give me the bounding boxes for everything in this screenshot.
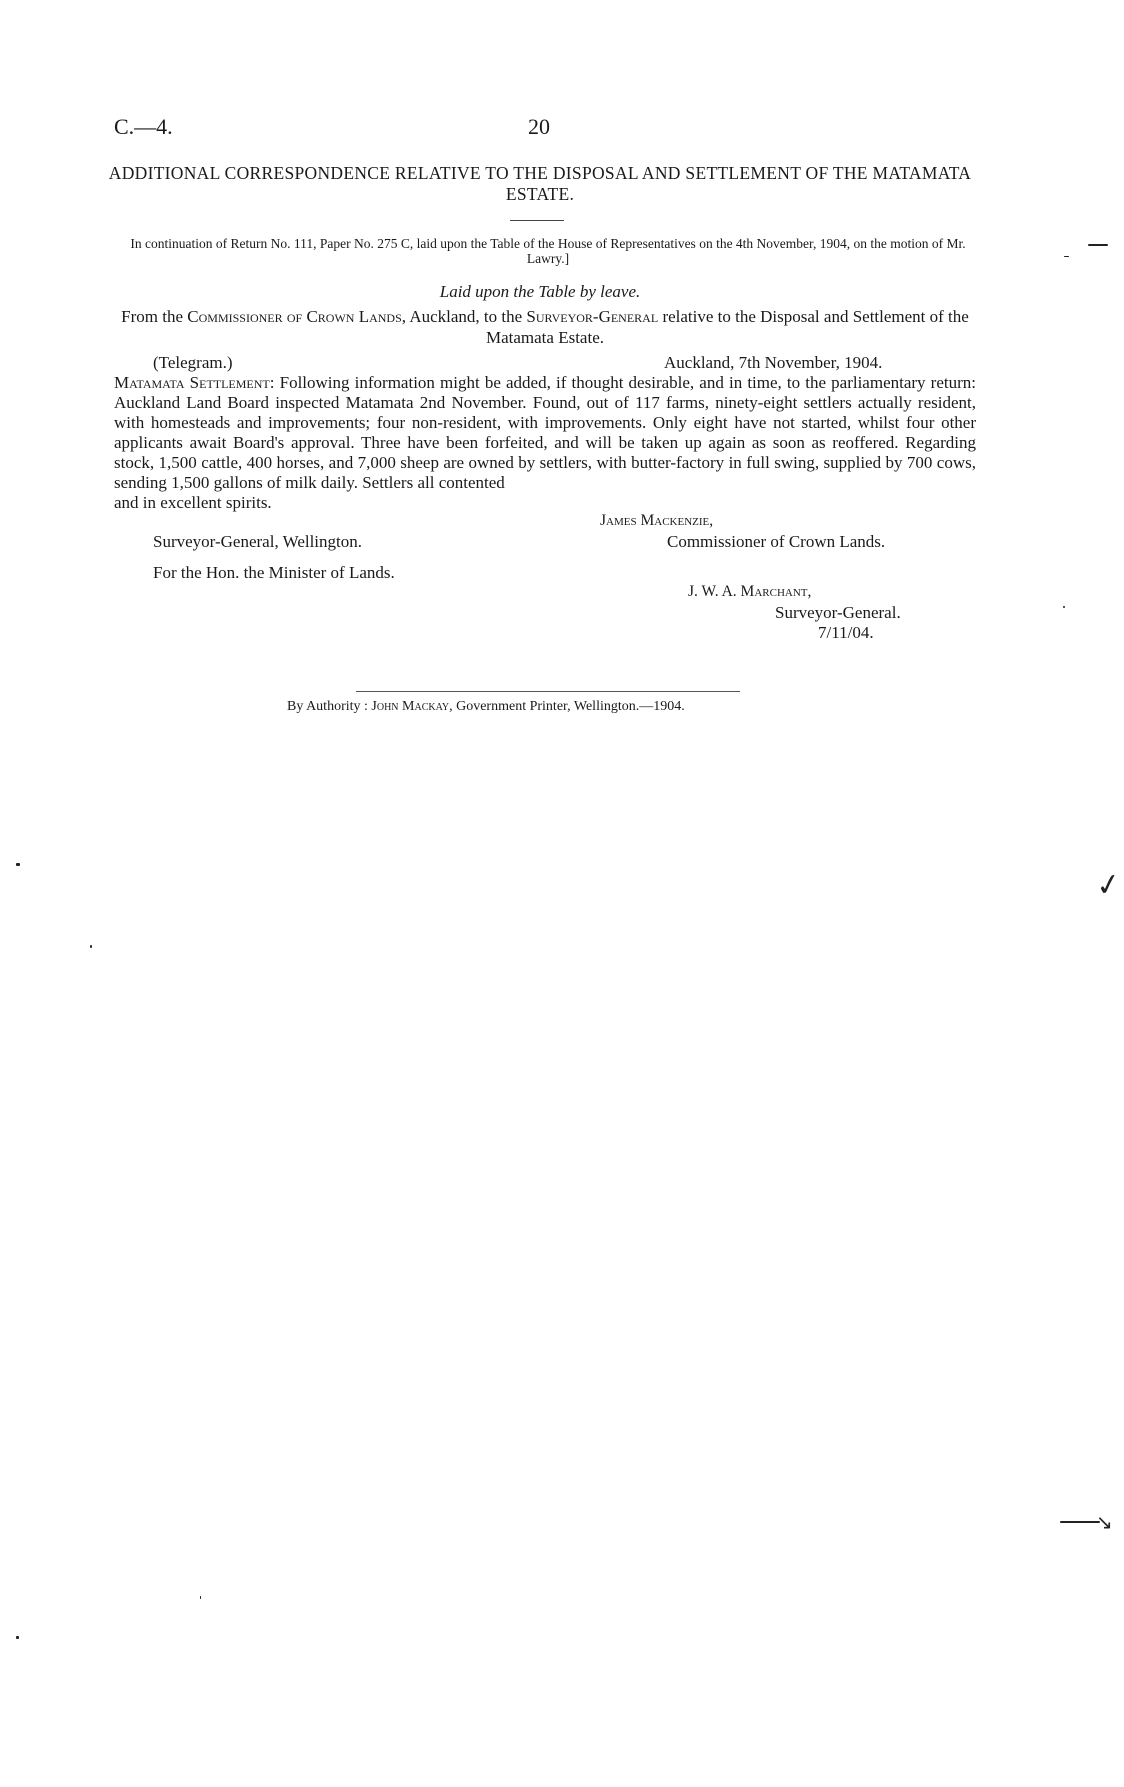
recipient-name: Surveyor-General <box>526 307 659 326</box>
document-title: ADDITIONAL CORRESPONDENCE RELATIVE TO THE DISPOSAL AND SETTLEMENT OF THE MATAMATA ESTATE. <box>108 163 972 204</box>
minute-for-line: For the Hon. the Minister of Lands. <box>153 563 395 582</box>
from-middle: , Auckland, to the <box>401 307 527 326</box>
imprint-suffix: , Government Printer, Wellington.—1904. <box>449 699 685 714</box>
page-number: 20 <box>528 114 550 139</box>
imprint-printer: John Mackay <box>371 699 450 714</box>
imprint-prefix: By Authority : <box>287 699 372 714</box>
telegram-signer-name: James Mackenzie, <box>600 512 714 529</box>
scan-tick-mark <box>1064 256 1069 257</box>
scan-speck <box>16 863 20 866</box>
printer-imprint <box>287 699 685 715</box>
telegram-place-date: Auckland, 7th November, 1904. <box>664 353 883 372</box>
short-divider-rule <box>510 220 564 221</box>
scan-speck <box>16 1636 19 1639</box>
telegram-body-last: and in excellent spirits. <box>114 493 272 512</box>
scan-speck <box>200 1596 201 1599</box>
minute-signer-name: J. W. A. Marchant, <box>688 583 812 600</box>
correspondence-heading <box>114 306 976 348</box>
laid-upon-table-note: Laid upon the Table by leave. <box>439 282 641 301</box>
running-id: C.—4. <box>114 114 173 139</box>
scan-hook-glyph: ↘ <box>1096 1510 1113 1534</box>
telegram-body <box>114 373 976 513</box>
telegram-heading: Matamata Settlement <box>114 373 270 392</box>
scan-speck <box>90 945 92 948</box>
continuation-note: In continuation of Return No. 111, Paper No. 275 C, laid upon the Table of the House of Representatives on the 4th November, 1904, on the motion of Mr. Lawry.] <box>130 236 966 266</box>
telegram-heading-sep: : <box>269 373 280 392</box>
sender-name: Commissioner of Crown Lands <box>187 307 402 326</box>
from-suffix: relative to the Disposal and Settlement of the Matamata Estate. <box>485 307 969 347</box>
telegram-addressee: Surveyor-General, Wellington. <box>153 532 363 551</box>
minute-date: 7/11/04. <box>818 623 874 642</box>
scan-checkmark-glyph: ✓ <box>1093 866 1124 905</box>
footer-divider-rule <box>356 691 740 692</box>
scan-dash-mark-lower <box>1060 1521 1100 1523</box>
scan-speck <box>1063 606 1065 608</box>
scan-dash-mark <box>1088 244 1108 246</box>
telegram-signer-title: Commissioner of Crown Lands. <box>667 532 886 551</box>
from-prefix: From the <box>121 307 188 326</box>
telegram-body-text: Following information might be added, if thought desirable, and in time, to the parliamentary return: Auckland Land Board inspected Matamata 2nd November. Found, out of 117 farms, ninety-eight settlers actually resident, with homesteads and improvements; four non-resident, with improvements. Only eight have not started, whilst four other applicants await Board's approval. Three have been forfeited, and will be taken up again as soon as reoffered. Regarding stock, 1,500 cattle, 400 horses, and 7,000 sheep are owned by settlers, with butter-factory in full swing, supplied by 700 cows, sending 1,500 gallons of milk daily. Settlers all contented <box>114 373 976 492</box>
telegram-label: (Telegram.) <box>153 353 233 372</box>
minute-signer-title: Surveyor-General. <box>775 603 901 622</box>
